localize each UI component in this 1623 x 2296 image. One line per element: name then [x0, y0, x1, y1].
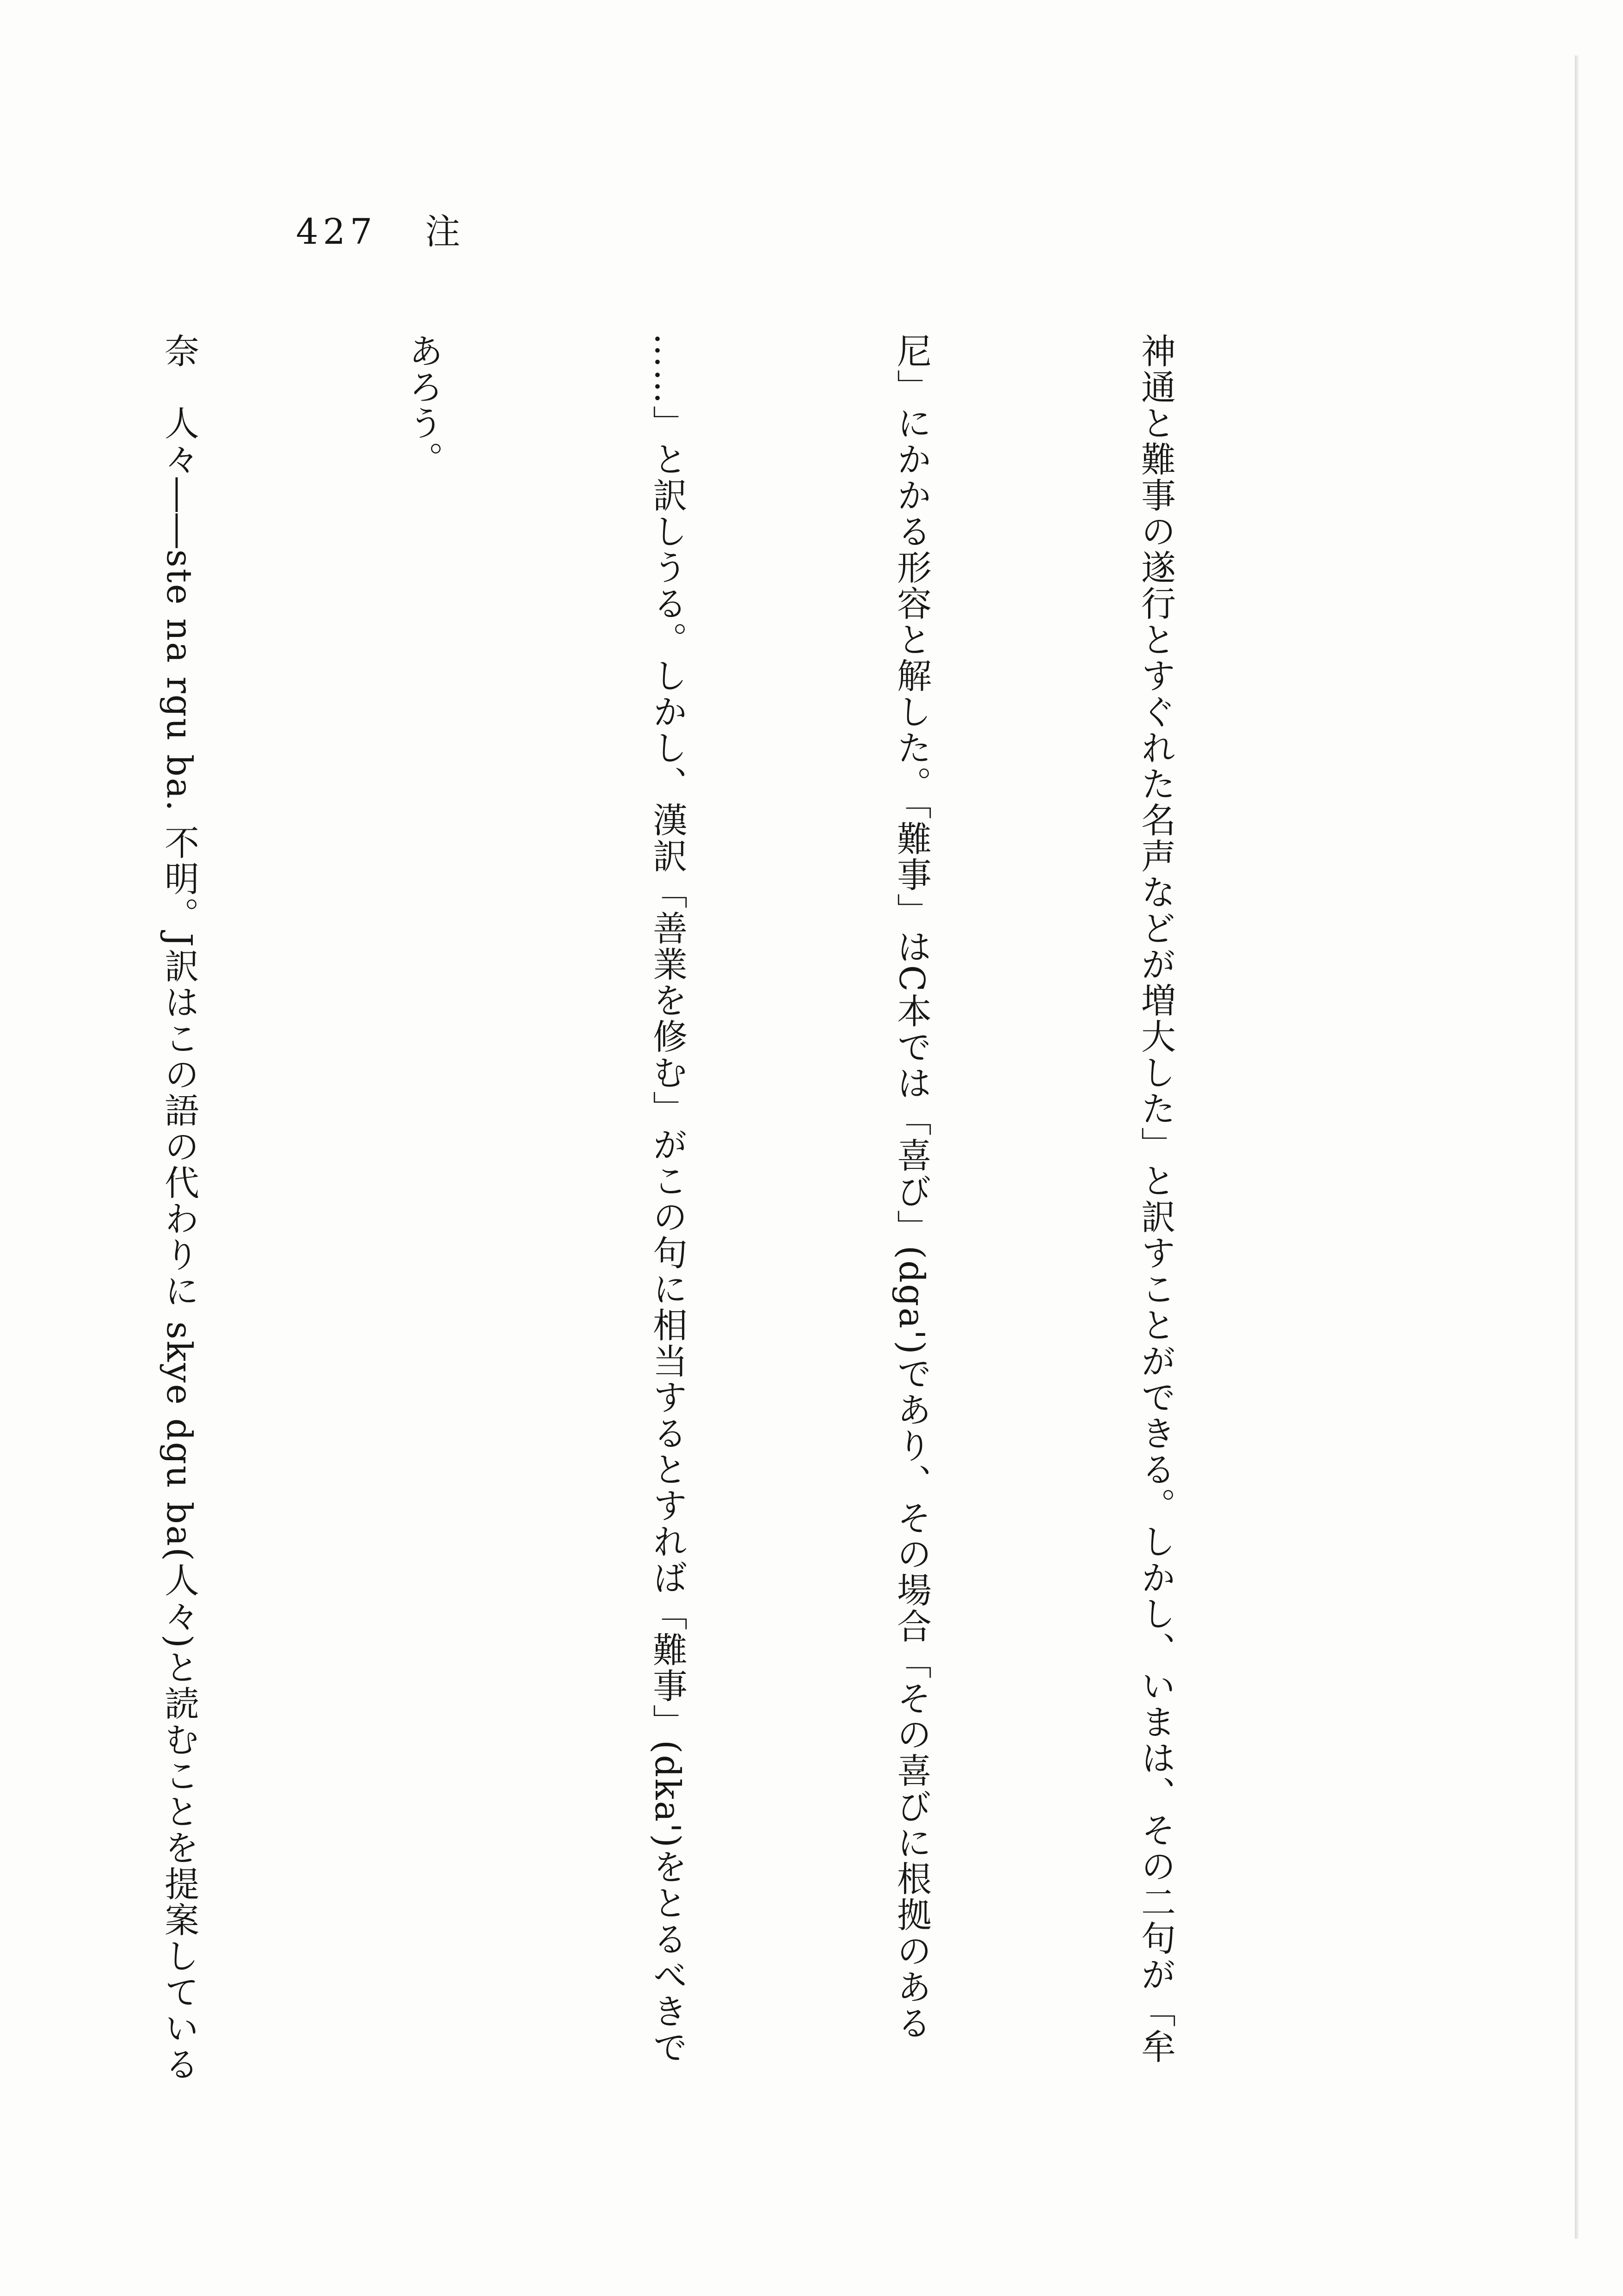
note-line: 奈 人々――ste na rgu ba. 不明。J訳はこの語の代わりに skye dgu ba(人々)と読むことを提案している	[159, 333, 200, 2082]
text-line: ……」と訳しうる。しかし、漢訳「善業を修む」がこの句に相当するとすれば「難事」(dka')をとるべきで	[647, 333, 688, 2066]
text-line: 尼」にかかる形容と解した。「難事」はC本では「喜び」(dga')であり、その場合「その喜びに根拠のある	[891, 333, 932, 2041]
page-binding-edge	[1575, 56, 1580, 2239]
text-line: 神通と難事の遂行とすぐれた名声などが増大した」と訳すことができる。しかし、いまは、その二句が「牟	[1136, 333, 1176, 2065]
section-title: 注	[425, 211, 465, 252]
vertical-body-text	[159, 333, 1359, 2128]
text-line: あろう。	[403, 333, 444, 477]
page-number: 427	[296, 211, 377, 252]
running-header	[296, 204, 465, 254]
